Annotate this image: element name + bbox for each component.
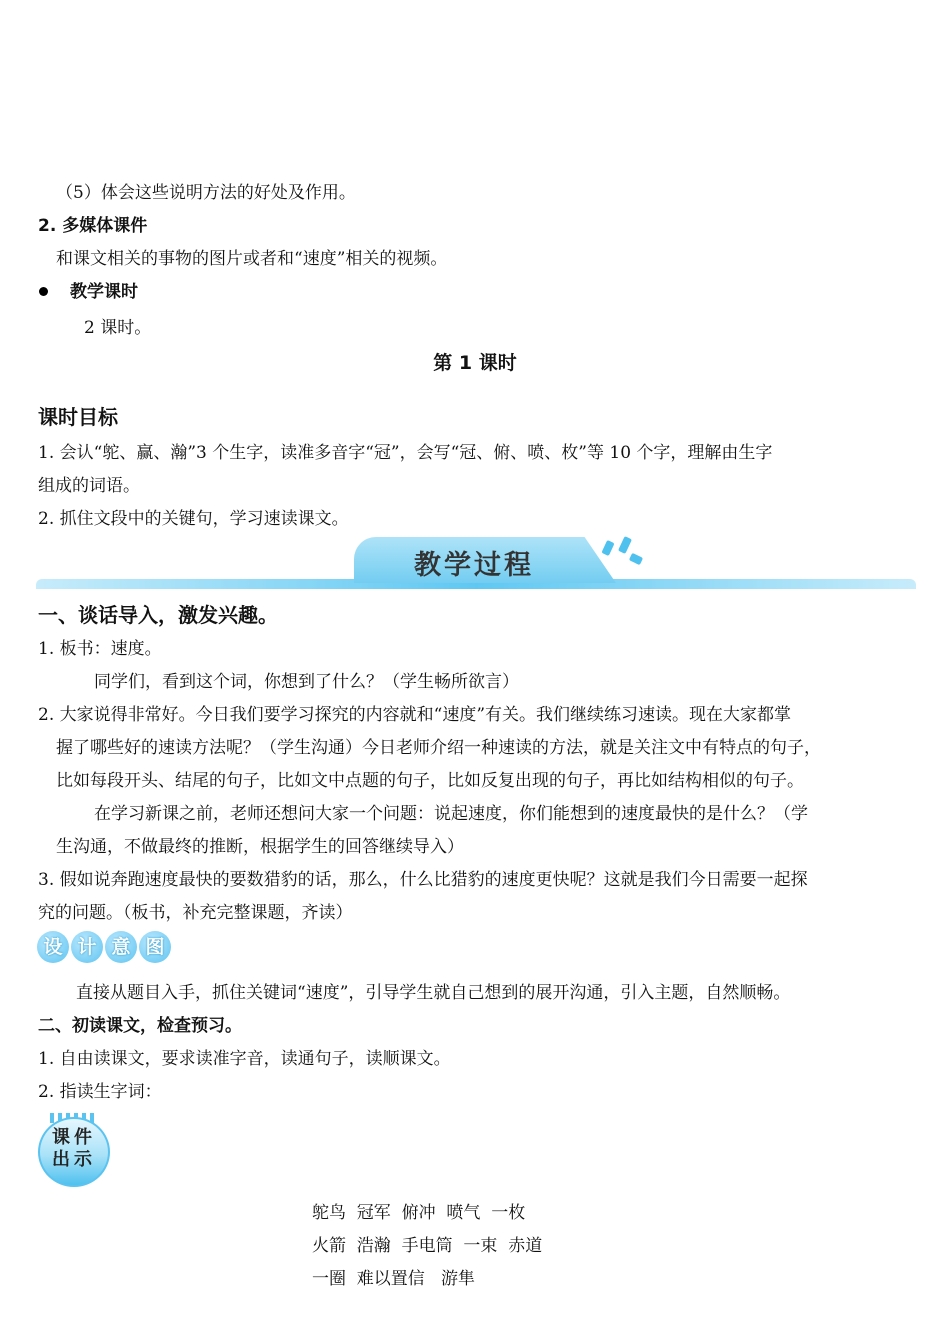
design-intent-badge [37, 931, 171, 963]
lesson-title: 第 1 课时 [433, 352, 517, 374]
goal-1-cont: 组成的词语。 [38, 476, 140, 496]
section1-p1b: 同学们，看到这个词，你想到了什么？（学生畅所欲言） [94, 672, 519, 692]
design-badge-char: 意 [105, 931, 137, 963]
section1-p3a: 3. 假如说奔跑速度最快的要数猎豹的话，那么，什么比猎豹的速度更快呢？这就是我们今日需要一起探 [38, 870, 808, 890]
drop-icon [618, 536, 632, 554]
drop-icon [601, 540, 614, 556]
prep-item-5: （5）体会这些说明方法的好处及作用。 [56, 183, 356, 203]
word-line-2: 火箭 浩瀚 手电筒 一束 赤道 [312, 1236, 543, 1256]
courseware-badge [38, 1113, 110, 1187]
section1-p2a: 2. 大家说得非常好。今日我们要学习探究的内容就和“速度”有关。我们继续练习速读。现在大家都掌 [38, 705, 792, 725]
section1-heading: 一、谈话导入，激发兴趣。 [38, 603, 278, 627]
class-hours-heading: 教学课时 [70, 282, 138, 302]
section1-p2e: 生沟通，不做最终的推断，根据学生的回答继续导入） [56, 837, 464, 857]
word-line-1: 鸵鸟 冠军 俯冲 喷气 一枚 [312, 1203, 526, 1223]
bullet-icon [39, 287, 48, 296]
multimedia-heading: 2. 多媒体课件 [38, 216, 148, 236]
drop-icon [629, 553, 643, 565]
design-badge-char: 设 [37, 931, 69, 963]
section1-p1: 1. 板书：速度。 [38, 639, 162, 659]
design-badge-char: 图 [139, 931, 171, 963]
section1-p2d: 在学习新课之前，老师还想问大家一个问题：说起速度，你们能想到的速度最快的是什么？（学 [94, 804, 808, 824]
class-hours-text: 2 课时。 [84, 318, 152, 338]
design-text: 直接从题目入手，抓住关键词“速度”，引导学生就自己想到的展开沟通，引入主题，自然顺畅。 [76, 983, 791, 1003]
section1-p2c: 比如每段开头、结尾的句子，比如文中点题的句子，比如反复出现的句子，再比如结构相似的句子。 [56, 771, 804, 791]
section2-p2: 2. 指读生字词： [38, 1082, 162, 1102]
word-line-3: 一圈 难以置信 游隼 [312, 1269, 476, 1289]
design-badge-char: 计 [71, 931, 103, 963]
goal-2: 2. 抓住文段中的关键句，学习速读课文。 [38, 509, 349, 529]
section2-heading: 二、初读课文，检查预习。 [38, 1016, 242, 1036]
section1-p2b: 握了哪些好的速读方法呢？（学生沟通）今日老师介绍一种速读的方法，就是关注文中有特点的句子， [56, 738, 821, 758]
section2-p1: 1. 自由读课文，要求读准字音，读通句子，读顺课文。 [38, 1049, 451, 1069]
goal-1: 1. 会认“鸵、赢、瀚”3 个生字，读准多音字“冠”，会写“冠、俯、喷、枚”等 10 个字，理解由生字 [38, 443, 773, 463]
courseware-badge-text: 课件出示 [52, 1127, 96, 1170]
banner-title: 教学过程 [414, 550, 534, 581]
multimedia-text: 和课文相关的事物的图片或者和“速度”相关的视频。 [56, 249, 448, 269]
section1-p3b: 究的问题。（板书，补充完整课题，齐读） [38, 903, 353, 923]
section-banner [36, 535, 916, 591]
goals-heading: 课时目标 [38, 405, 118, 429]
